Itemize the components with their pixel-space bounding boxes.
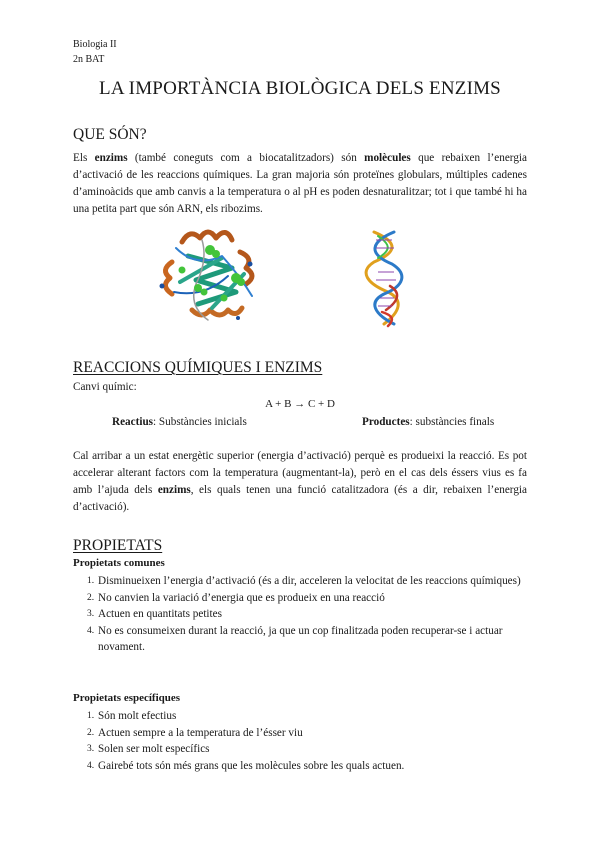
list-item — [73, 623, 527, 656]
reactius-definition — [112, 416, 247, 428]
list-item-text: Disminueixen l’energia d’activació (és a dir, acceleren la velocitat de les reaccions químiques) — [98, 575, 521, 587]
list-item-text: Gairebé tots són més grans que les molècules sobre les quals actuen. — [98, 759, 405, 772]
text-run: que rebaixen l’energia d’activació de les reaccions químiques. La gran majoria són proteïnes globulars, múltiples cadenes d’aminoàcids que amb canvis a la temperatura o al pH es poden desnaturalitzar; tot i que també hi ha una petita part que són ARN, els ribozims. — [73, 152, 527, 215]
list-number: 2. — [87, 592, 95, 603]
text-run: : substàncies finals — [409, 416, 495, 428]
header-level: 2n BAT — [73, 54, 105, 65]
specific-properties-list — [73, 708, 527, 774]
canvi-quimic-label: Canvi químic: — [73, 381, 137, 393]
list-item — [73, 606, 527, 623]
list-item — [73, 725, 527, 742]
list-item — [73, 590, 527, 607]
bold-productes: Productes — [362, 416, 410, 428]
list-item — [73, 573, 527, 590]
text-run: , els quals tenen una funció catalitzadora (és a dir, rebaixen l’energia d’activació). — [73, 484, 527, 513]
list-number: 4. — [87, 760, 95, 771]
list-item-text: Són molt efectius — [98, 710, 177, 722]
subheading-specific-properties: Propietats específiques — [73, 692, 181, 704]
common-properties-list — [73, 573, 527, 656]
header-course: Biologia II — [73, 39, 117, 50]
bold-molecules: molècules — [364, 152, 411, 164]
text-run: Els — [73, 152, 95, 164]
paragraph-activation-energy — [73, 448, 527, 516]
text-run: Cal arribar a un estat energètic superior (energia d’activació) perquè es produeixi la reacció. Es pot accelerar alterant factors com la temperatura (augmentant-la), però en el cas dels éssers vius es fa amb l’ajuda dels — [73, 450, 527, 496]
bold-enzims: enzims — [157, 484, 191, 496]
list-number: 2. — [87, 727, 95, 738]
text-run: (també coneguts com a biocatalitzadors) són — [127, 152, 365, 164]
list-number: 1. — [87, 576, 95, 586]
text-run: : Substàncies inicials — [153, 416, 247, 428]
list-item-text: No es consumeixen durant la reacció, ja que un cop finalitzada poden recuperar-se i actuar novament. — [98, 624, 503, 654]
list-number: 3. — [87, 609, 95, 620]
section-heading-que-son: QUE SÓN? — [73, 126, 147, 143]
list-item-text: No canvien la variació d’energia que es produeix en una reacció — [98, 591, 385, 604]
list-number: 4. — [87, 625, 95, 636]
paragraph-definition — [73, 150, 527, 218]
section-heading-propietats: PROPIETATS — [73, 537, 163, 554]
ribozyme-helix-image — [364, 228, 410, 328]
subheading-common-properties: Propietats comunes — [73, 557, 165, 569]
list-item-text: Solen ser molt específics — [98, 743, 210, 756]
page-title: LA IMPORTÀNCIA BIOLÒGICA DELS ENZIMS — [99, 78, 501, 99]
list-item — [73, 758, 527, 775]
bold-enzims: enzims — [94, 152, 128, 164]
list-item-text: Actuen en quantitats petites — [98, 608, 222, 621]
list-item — [73, 708, 527, 725]
list-item — [73, 741, 527, 758]
list-number: 1. — [87, 711, 95, 721]
list-number: 3. — [87, 744, 95, 755]
protein-structure-image — [152, 222, 270, 334]
list-item-text: Actuen sempre a la temperatura de l’ésser viu — [98, 726, 303, 739]
productes-definition — [362, 416, 494, 428]
bold-reactius: Reactius — [112, 416, 154, 428]
reaction-equation: A + B → C + D — [265, 398, 335, 410]
section-heading-reaccions: REACCIONS QUÍMIQUES I ENZIMS — [73, 359, 323, 376]
